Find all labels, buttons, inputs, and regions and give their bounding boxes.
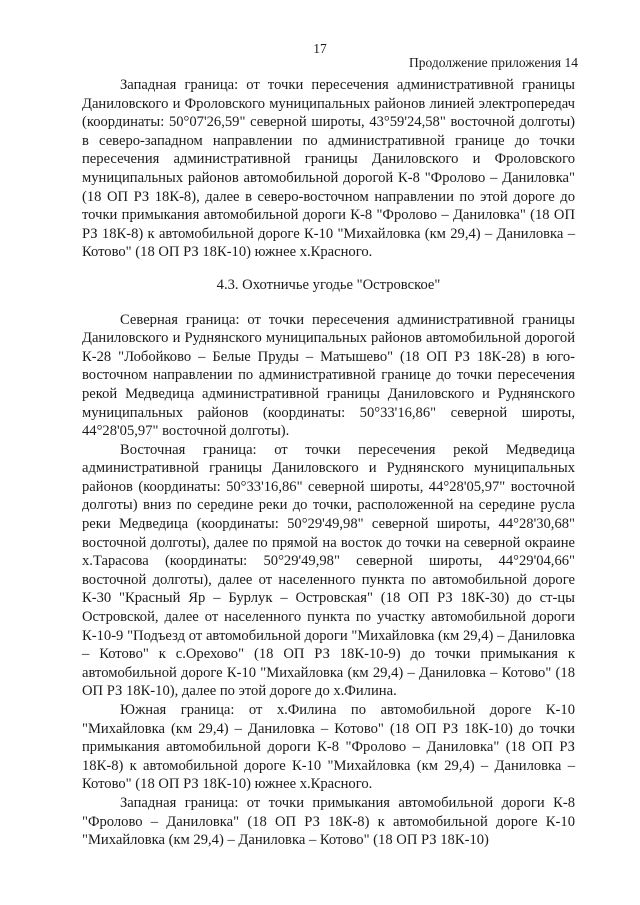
appendix-continuation-note: Продолжение приложения 14	[408, 55, 578, 70]
document-body	[82, 76, 575, 850]
page-number: 17	[313, 41, 327, 56]
paragraph-east-boundary: Восточная граница: от точки пересечения рекой Медведица административной границы Даниловского и Руднянского муниципальных районов (координаты: 50°33'16,86" северной широты, 44°28'05,97" восточной долготы) вниз по середине реки до точки, расположенной на середине русла реки Медведица (координаты: 50°29'49,98" северной широты, 44°28'30,68" восточной долготы), далее по прямой на восток до точки на северной окраине х.Тарасова (координаты: 50°29'49,98" северной широты, 44°29'04,66" восточной долготы), далее от населенного пункта по автомобильной дороге К-30 "Красный Яр – Бурлук – Островская" (18 ОП РЗ 18К-30) до ст-цы Островской, далее от населенного пункта по участку автомобильной дороги К-10-9 "Подъезд от автомобильной дороги "Михайловка (км 29,4) – Даниловка – Котово" к с.Орехово" (18 ОП РЗ 18К-10-9) до точки примыкания к автомобильной дороге К-10 "Михайловка (км 29,4) – Даниловка – Котово" (18 ОП РЗ 18К-10), далее по этой дороге до х.Филина.	[82, 441, 575, 700]
paragraph-west-boundary-1: Западная граница: от точки пересечения административной границы Даниловского и Фроловского муниципальных районов линией электропередач (координаты: 50°07'26,59" северной широты, 43°59'24,58" восточной долготы) в северо-западном направлении по административной границе до точки пересечения административной границы Даниловского и Фроловского муниципальных районов автомобильной дорогой К-8 "Фролово – Даниловка" (18 ОП РЗ 18К-8), далее в северо-восточном направлении по этой дороге до точки примыкания автомобильной дороги К-8 "Фролово – Даниловка" (18 ОП РЗ 18К-8) к автомобильной дороге К-10 "Михайловка (км 29,4) – Даниловка – Котово" (18 ОП РЗ 18К-10) южнее х.Красного.	[82, 77, 575, 261]
paragraph-west-boundary-2: Западная граница: от точки примыкания автомобильной дороги К-8 "Фролово – Даниловка" (18 ОП РЗ 18К-8) к автомобильной дороге К-10 "Михайловка (км 29,4) – Даниловка – Котово" (18 ОП РЗ 18К-10)	[82, 794, 575, 849]
paragraph-south-boundary: Южная граница: от х.Филина по автомобильной дороге К-10 "Михайловка (км 29,4) – Даниловка – Котово" (18 ОП РЗ 18К-10) до точки примыкания автомобильной дороги К-8 "Фролово – Даниловка" (18 ОП РЗ 18К-8) к автомобильной дороге К-10 "Михайловка (км 29,4) – Даниловка – Котово" (18 ОП РЗ 18К-10) южнее х.Красного.	[82, 702, 575, 793]
paragraph-north-boundary: Северная граница: от точки пересечения административной границы Даниловского и Руднянского муниципальных районов автомобильной дорогой К-28 "Лобойково – Белые Пруды – Матышево" (18 ОП РЗ 18К-28) в юго-восточном направлении по административной границе до точки пересечения рекой Медведица административной границы Даниловского и Руднянского муниципальных районов (координаты: 50°33'16,86" северной широты, 44°28'05,97" восточной долготы).	[82, 311, 575, 440]
section-heading: 4.3. Охотничье угодье "Островское"	[216, 276, 441, 293]
